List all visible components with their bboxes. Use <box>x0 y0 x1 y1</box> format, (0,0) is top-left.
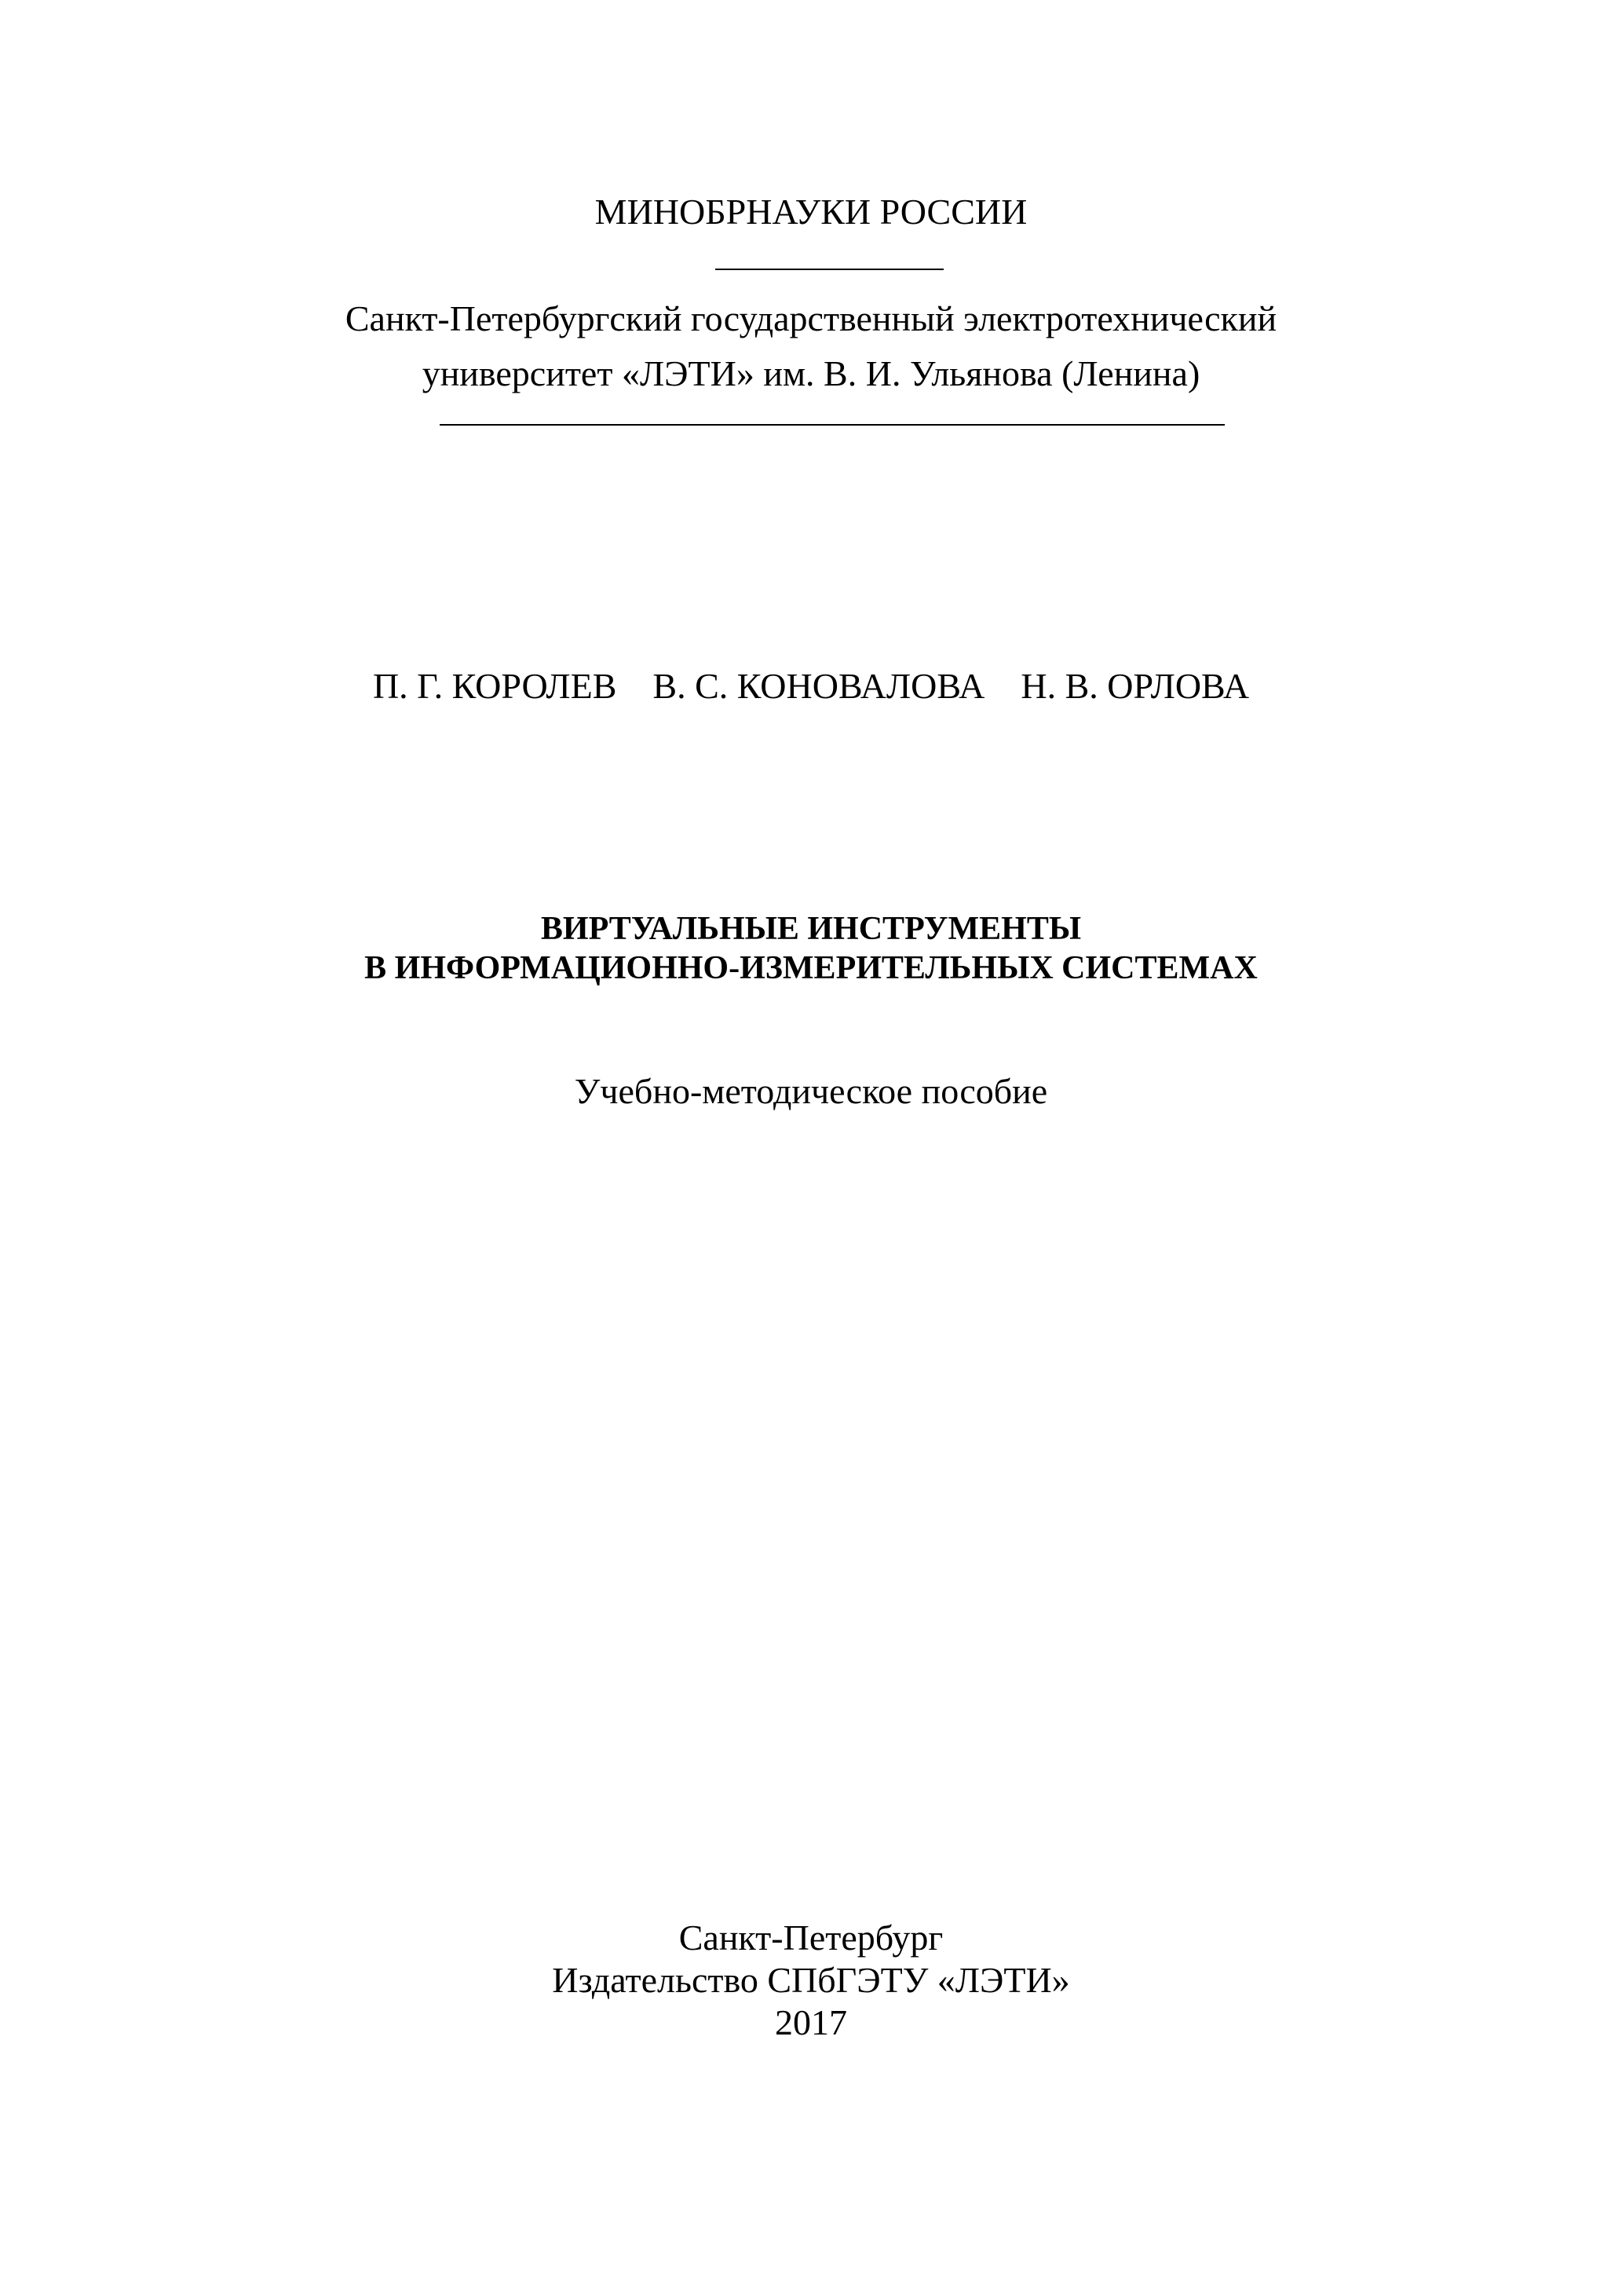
book-subtitle: Учебно-методическое пособие <box>574 1071 1048 1111</box>
book-title-line2: В ИНФОРМАЦИОННО-ИЗМЕРИТЕЛЬНЫХ СИСТЕМАХ <box>364 950 1258 986</box>
university-name-line2: университет «ЛЭТИ» им. В. И. Ульянова (Ленина) <box>422 353 1200 393</box>
ministry-name: МИНОБРНАУКИ РОССИИ <box>594 192 1028 232</box>
author-name: П. Г. КОРОЛЕВ <box>372 666 617 706</box>
university-divider <box>440 424 1225 426</box>
ministry-divider <box>715 269 944 270</box>
author-name: Н. В. ОРЛОВА <box>1021 666 1250 706</box>
university-name-line1: Санкт-Петербургский государственный электротехнический <box>345 298 1277 338</box>
imprint-year: 2017 <box>775 2002 847 2042</box>
book-title-line1: ВИРТУАЛЬНЫЕ ИНСТРУМЕНТЫ <box>540 911 1082 947</box>
author-list <box>0 664 1622 708</box>
author-name: В. С. КОНОВАЛОВА <box>652 666 985 706</box>
imprint-publisher: Издательство СПбГЭТУ «ЛЭТИ» <box>552 1960 1070 2000</box>
imprint-city: Санкт-Петербург <box>678 1918 944 1958</box>
